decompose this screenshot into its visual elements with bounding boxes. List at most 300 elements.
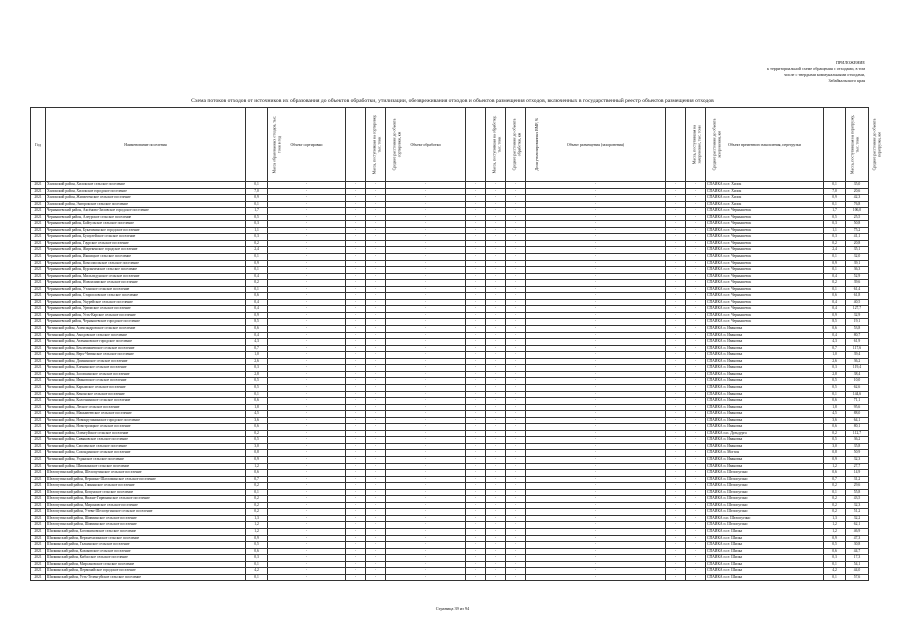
table-cell: 0,1	[824, 391, 846, 398]
table-cell: -	[686, 227, 706, 234]
table-cell: 2021	[31, 522, 46, 529]
table-cell: -	[526, 555, 666, 562]
table-cell: -	[526, 548, 666, 555]
table-cell: -	[666, 398, 686, 405]
table-cell: 38,4	[846, 371, 869, 378]
table-cell: -	[666, 391, 686, 398]
table-cell: 144,6	[846, 391, 869, 398]
table-cell: -	[268, 299, 346, 306]
table-cell: -	[386, 254, 466, 261]
table-cell: -	[386, 371, 466, 378]
table-cell: -	[386, 476, 466, 483]
table-cell: 2021	[31, 398, 46, 405]
table-cell: -	[346, 535, 366, 542]
column-header-label: Среднее расстояние до объекта обработки, км	[512, 118, 521, 171]
table-cell: -	[506, 182, 526, 189]
table-cell: -	[268, 201, 346, 208]
table-cell: СПАЙКА п. Шелопугино	[706, 502, 824, 509]
table-cell: -	[686, 542, 706, 549]
table-cell: Шелопугинский район, Шелопугинское сельское поселение	[46, 470, 246, 477]
table-cell: -	[268, 450, 346, 457]
table-cell: 0,2	[246, 280, 268, 287]
table-cell: СПАЙКА п. Шелопугино	[706, 483, 824, 490]
table-cell: -	[466, 574, 486, 581]
table-cell: -	[486, 214, 506, 221]
table-cell: -	[486, 515, 506, 522]
table-cell: -	[486, 371, 506, 378]
table-cell: -	[506, 227, 526, 234]
table-cell: 1,7	[246, 208, 268, 215]
table-cell: -	[366, 398, 386, 405]
table-cell: 1,2	[246, 528, 268, 535]
table-cell: -	[268, 293, 346, 300]
table-cell: -	[686, 214, 706, 221]
table-cell: 2021	[31, 240, 46, 247]
column-header-label: Наименование поселения	[124, 142, 167, 147]
table-cell: -	[268, 234, 346, 241]
table-cell: -	[506, 489, 526, 496]
table-cell: -	[526, 522, 666, 529]
table-cell: 47,3	[846, 535, 869, 542]
table-cell: -	[666, 339, 686, 346]
column-header	[526, 108, 666, 182]
table-cell: -	[506, 548, 526, 555]
table-cell: -	[366, 247, 386, 254]
table-cell: СПАЙКА п. Ивановка	[706, 339, 824, 346]
column-header-label: Масса, поступившая на обработку, тыс. тонн	[492, 115, 501, 174]
table-cell: -	[386, 384, 466, 391]
table-cell: -	[366, 411, 386, 418]
table-cell: Читинский район, Угданское сельское поселение	[46, 456, 246, 463]
table-cell: -	[386, 293, 466, 300]
table-cell: -	[486, 463, 506, 470]
table-cell: -	[526, 182, 666, 189]
table-cell: -	[268, 254, 346, 261]
table-cell: -	[386, 522, 466, 529]
table-cell: -	[386, 398, 466, 405]
table-cell: Чернышевский район, Мильгидунское сельское поселение	[46, 273, 246, 280]
table-cell: 30,8	[846, 542, 869, 549]
table-cell: Читинский район, Александровское сельское поселение	[46, 326, 246, 333]
table-cell: -	[526, 214, 666, 221]
table-cell: -	[666, 208, 686, 215]
table-cell: -	[366, 496, 386, 503]
table-cell: -	[386, 574, 466, 581]
table-cell: -	[486, 476, 506, 483]
table-cell: -	[666, 201, 686, 208]
table-cell: -	[666, 568, 686, 575]
table-cell: -	[366, 443, 386, 450]
table-cell: 20,8	[846, 240, 869, 247]
table-cell: -	[506, 339, 526, 346]
table-cell: -	[506, 568, 526, 575]
table-cell: 57,6	[846, 574, 869, 581]
table-cell: 14,9	[846, 470, 869, 477]
table-cell: 2021	[31, 456, 46, 463]
table-cell: 1,3	[824, 515, 846, 522]
table-cell: 0,1	[824, 489, 846, 496]
table-cell: 0,1	[246, 561, 268, 568]
table-cell: -	[346, 254, 366, 261]
table-cell: Шилкинский район, Кибасское сельское поселение	[46, 555, 246, 562]
table-cell: 35,8	[846, 443, 869, 450]
table-cell: СПАЙКА п. Ивановка	[706, 463, 824, 470]
table-cell: -	[268, 247, 346, 254]
table-cell: -	[268, 574, 346, 581]
table-cell: -	[486, 312, 506, 319]
table-cell: 0,6	[824, 326, 846, 333]
table-cell: -	[506, 555, 526, 562]
table-cell: 7,0	[246, 188, 268, 195]
table-cell: Чернышевский район, Новоилимское сельское поселение	[46, 280, 246, 287]
table-cell: -	[268, 280, 346, 287]
table-cell: -	[506, 319, 526, 326]
table-cell: 0,1	[824, 574, 846, 581]
table-cell: 1,7	[824, 208, 846, 215]
table-cell: -	[486, 208, 506, 215]
table-cell: -	[366, 332, 386, 339]
table-cell: 0,2	[246, 509, 268, 516]
table-cell: СПАЙКА п.ст. Шилка	[706, 542, 824, 549]
table-cell: 2021	[31, 470, 46, 477]
table-cell: Чернышевский район, Аксёново-Зиловское городское поселение	[46, 208, 246, 215]
table-cell: -	[346, 411, 366, 418]
table-cell: -	[268, 398, 346, 405]
table-cell: -	[686, 319, 706, 326]
table-cell: -	[686, 280, 706, 287]
table-cell: -	[486, 443, 506, 450]
table-cell: 1,0	[246, 352, 268, 359]
table-cell: -	[346, 306, 366, 313]
table-cell: СПАЙКА п.ст. Хилок	[706, 201, 824, 208]
table-cell: -	[486, 378, 506, 385]
table-cell: Шилкинский район, Казаковское сельское поселение	[46, 548, 246, 555]
table-cell: -	[366, 240, 386, 247]
table-cell: СПАЙКА п. Шелопугино	[706, 470, 824, 477]
table-cell: -	[506, 515, 526, 522]
table-cell: -	[366, 319, 386, 326]
table-cell: СПАЙКА п. Ивановка	[706, 443, 824, 450]
table-cell: -	[486, 542, 506, 549]
table-cell: -	[506, 384, 526, 391]
table-cell: -	[346, 483, 366, 490]
table-cell: -	[486, 326, 506, 333]
table-cell: 0,2	[824, 430, 846, 437]
table-cell: Читинский район, Карымское сельское поселение	[46, 384, 246, 391]
table-cell: -	[268, 188, 346, 195]
table-cell: СПАЙКА п. Ивановка	[706, 352, 824, 359]
table-cell: 2021	[31, 319, 46, 326]
table-cell: -	[366, 574, 386, 581]
table-cell: -	[466, 555, 486, 562]
table-cell: -	[486, 345, 506, 352]
table-cell: -	[268, 306, 346, 313]
column-header-label: Масса, поступившая на захоронение, тыс. тонн	[692, 124, 701, 165]
table-cell: -	[466, 312, 486, 319]
table-cell: -	[268, 411, 346, 418]
table-cell: 0,6	[246, 470, 268, 477]
table-cell: 2021	[31, 339, 46, 346]
table-cell: -	[366, 463, 386, 470]
table-cell: 2021	[31, 489, 46, 496]
table-cell: 2021	[31, 188, 46, 195]
table-cell: -	[666, 365, 686, 372]
table-header-row	[31, 108, 869, 182]
table-cell: -	[526, 463, 666, 470]
table-cell: -	[506, 326, 526, 333]
table-cell: -	[486, 201, 506, 208]
table-cell: СПАЙКА п.ст. Чернышевск	[706, 234, 824, 241]
table-cell: -	[686, 234, 706, 241]
table-cell: СПАЙКА п.ст. Хилок	[706, 195, 824, 202]
table-cell: -	[486, 384, 506, 391]
table-cell: 2021	[31, 391, 46, 398]
table-cell: -	[666, 293, 686, 300]
table-cell: -	[486, 450, 506, 457]
table-cell: -	[346, 260, 366, 267]
table-cell: 2021	[31, 234, 46, 241]
table-cell: -	[366, 273, 386, 280]
table-cell: -	[666, 489, 686, 496]
table-cell: 40,5	[846, 299, 869, 306]
table-cell: -	[386, 260, 466, 267]
table-cell: -	[506, 522, 526, 529]
table-cell: -	[466, 293, 486, 300]
table-cell: -	[268, 404, 346, 411]
table-cell: -	[346, 182, 366, 189]
table-cell: -	[486, 561, 506, 568]
table-cell: -	[506, 574, 526, 581]
table-cell: -	[526, 489, 666, 496]
table-cell: 0,9	[246, 535, 268, 542]
table-cell: Читинский район, Сохондинское сельское поселение	[46, 450, 246, 457]
table-cell: 55,8	[846, 489, 869, 496]
column-header-label: Масса, поступившая на сортировку, тыс. тонн	[372, 114, 381, 175]
table-cell: -	[686, 352, 706, 359]
table-cell: -	[366, 182, 386, 189]
table-cell: -	[686, 411, 706, 418]
table-cell: Шелопугинский район, Шивиинское сельское поселение	[46, 522, 246, 529]
table-cell: 0,6	[824, 293, 846, 300]
table-cell: -	[486, 306, 506, 313]
table-cell: 0,5	[824, 378, 846, 385]
table-cell: -	[386, 332, 466, 339]
table-cell: -	[366, 430, 386, 437]
table-cell: -	[526, 450, 666, 457]
table-cell: -	[666, 496, 686, 503]
table-cell: 53,8	[846, 326, 869, 333]
table-cell: 106,0	[846, 208, 869, 215]
table-cell: -	[686, 450, 706, 457]
table-cell: -	[386, 286, 466, 293]
table-cell: -	[346, 542, 366, 549]
table-cell: Читинский район, Новотроицкое сельское поселение	[46, 424, 246, 431]
table-cell: -	[686, 424, 706, 431]
column-header-label: Среднее расстояние до объекта перегрузки, км	[872, 118, 881, 171]
table-cell: 42,3	[846, 195, 869, 202]
table-cell: 0,9	[824, 260, 846, 267]
table-cell: -	[346, 476, 366, 483]
table-cell: -	[506, 371, 526, 378]
table-cell: 2021	[31, 247, 46, 254]
table-cell: СПАЙКА п.ст. Чернышевск	[706, 286, 824, 293]
table-cell: -	[346, 398, 366, 405]
column-header	[706, 108, 824, 182]
table-cell: 0,1	[246, 267, 268, 274]
table-cell: 2021	[31, 411, 46, 418]
table-cell: -	[486, 456, 506, 463]
table-cell: -	[506, 411, 526, 418]
table-cell: -	[386, 188, 466, 195]
table-cell: Читинский район, Шишкинское сельское поселение	[46, 463, 246, 470]
table-cell: -	[466, 273, 486, 280]
table-cell: -	[466, 548, 486, 555]
table-cell: -	[526, 240, 666, 247]
table-cell: -	[268, 476, 346, 483]
table-cell: СПАЙКА п. Ивановка	[706, 345, 824, 352]
table-cell: -	[268, 555, 346, 562]
table-cell: -	[686, 509, 706, 516]
table-cell: -	[526, 496, 666, 503]
table-cell: 2,6	[246, 358, 268, 365]
table-cell: -	[386, 247, 466, 254]
table-cell: -	[526, 542, 666, 549]
table-cell: 8,5	[824, 319, 846, 326]
table-cell: 0,3	[824, 221, 846, 228]
table-cell: -	[346, 234, 366, 241]
table-cell: -	[686, 437, 706, 444]
table-cell: -	[466, 398, 486, 405]
table-cell: 32,3	[846, 502, 869, 509]
table-cell: Читинский район, Лесное сельское поселение	[46, 404, 246, 411]
table-cell: -	[366, 561, 386, 568]
table-cell: -	[386, 227, 466, 234]
table-cell: 27,7	[846, 463, 869, 470]
table-cell: -	[386, 352, 466, 359]
table-cell: -	[526, 384, 666, 391]
table-cell: 1,3	[246, 515, 268, 522]
table-cell: -	[526, 195, 666, 202]
table-cell: -	[346, 384, 366, 391]
table-cell: -	[268, 378, 346, 385]
table-cell: -	[346, 430, 366, 437]
table-cell: 0,1	[246, 201, 268, 208]
table-cell: -	[506, 391, 526, 398]
table-cell: -	[366, 280, 386, 287]
table-cell: Читинский район, Кенонское сельское поселение	[46, 391, 246, 398]
table-cell: 0,4	[824, 306, 846, 313]
table-cell: СПАЙКА п.ст. Чернышевск	[706, 227, 824, 234]
table-cell: -	[346, 267, 366, 274]
table-cell: -	[526, 326, 666, 333]
column-header	[246, 108, 281, 182]
table-cell: Читинский район, Сивяковское сельское поселение	[46, 437, 246, 444]
table-cell: -	[526, 371, 666, 378]
table-cell: -	[506, 561, 526, 568]
column-header	[346, 108, 381, 182]
table-cell: -	[386, 358, 466, 365]
table-cell: -	[268, 489, 346, 496]
table-cell: 71,1	[846, 398, 869, 405]
table-cell: -	[666, 182, 686, 189]
table-cell: -	[346, 404, 366, 411]
table-cell: -	[466, 528, 486, 535]
table-cell: -	[506, 509, 526, 516]
table-cell: -	[346, 515, 366, 522]
table-cell: -	[466, 496, 486, 503]
table-cell: -	[666, 555, 686, 562]
table-cell: -	[466, 535, 486, 542]
table-cell: -	[386, 417, 466, 424]
table-cell: -	[466, 201, 486, 208]
table-cell: 20,6	[846, 188, 869, 195]
table-cell: -	[466, 515, 486, 522]
table-cell: -	[506, 417, 526, 424]
table-cell: -	[466, 234, 486, 241]
table-cell: -	[526, 437, 666, 444]
table-cell: -	[466, 391, 486, 398]
table-cell: -	[686, 201, 706, 208]
table-cell: 2021	[31, 358, 46, 365]
table-cell: -	[686, 456, 706, 463]
table-cell: 0,3	[824, 555, 846, 562]
table-cell: 2021	[31, 208, 46, 215]
table-cell: Шелопугинский район, Нижне-Гирюнинское сельское поселение	[46, 496, 246, 503]
table-cell: 0,9	[824, 535, 846, 542]
table-cell: 2021	[31, 227, 46, 234]
table-cell: СПАЙКА п.ст. Хилок	[706, 182, 824, 189]
table-cell: -	[686, 496, 706, 503]
table-cell: -	[526, 332, 666, 339]
table-cell: -	[526, 424, 666, 431]
table-cell: -	[526, 227, 666, 234]
table-cell: -	[386, 430, 466, 437]
table-cell: -	[526, 528, 666, 535]
table-cell: СПАЙКА п.ст. Чернышевск	[706, 319, 824, 326]
table-cell: -	[466, 522, 486, 529]
table-cell: -	[686, 574, 706, 581]
table-cell: -	[686, 306, 706, 313]
table-cell: -	[666, 221, 686, 228]
table-cell: 46,9	[846, 528, 869, 535]
table-cell: 1,2	[824, 528, 846, 535]
table-cell: -	[386, 221, 466, 228]
table-cell: -	[366, 188, 386, 195]
table-cell: Читинский район, Смоленское сельское поселение	[46, 443, 246, 450]
table-cell: 2,4	[246, 247, 268, 254]
table-cell: -	[506, 456, 526, 463]
column-header	[824, 108, 859, 182]
table-cell: -	[346, 345, 366, 352]
table-cell: -	[686, 358, 706, 365]
table-cell: 0,2	[824, 483, 846, 490]
table-cell: -	[366, 201, 386, 208]
table-cell: -	[526, 254, 666, 261]
table-cell: -	[486, 221, 506, 228]
table-cell: 1,2	[824, 463, 846, 470]
table-cell: 0,9	[824, 456, 846, 463]
table-cell: 0,5	[824, 214, 846, 221]
column-header	[31, 108, 46, 182]
table-cell: -	[666, 378, 686, 385]
table-cell: -	[526, 319, 666, 326]
table-cell: -	[506, 404, 526, 411]
table-cell: СПАЙКА п. Ивановка	[706, 456, 824, 463]
table-cell: Чернышевский район, Букачачинское городское поселение	[46, 227, 246, 234]
table-cell: -	[346, 273, 366, 280]
table-cell: -	[486, 411, 506, 418]
table-cell: -	[268, 568, 346, 575]
